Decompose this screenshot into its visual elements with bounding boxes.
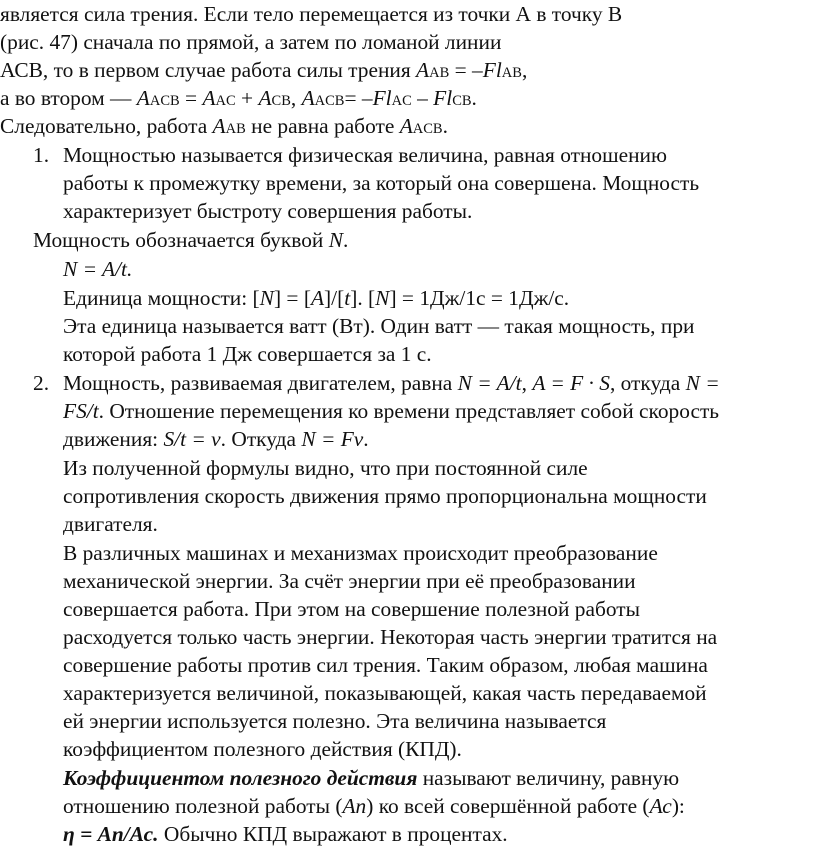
- text-line: характеризует быстроту совершения работы.: [63, 199, 473, 223]
- text-line: Из полученной формулы видно, что при постоянной силе: [63, 456, 588, 480]
- formula-line: N = A/t.: [63, 257, 133, 281]
- text-line: FS/t. Отношение перемещения ко времени представляет собой скорость: [63, 399, 720, 423]
- text-line: характеризуется величиной, показывающей, какая часть передаваемой: [63, 681, 707, 705]
- text-line: является сила трения. Если тело перемещается из точки А в точку В: [0, 2, 623, 26]
- text-line: сопротивления скорость движения прямо пропорциональна мощности: [63, 484, 707, 508]
- list-number: 2.: [33, 371, 50, 395]
- text-line: а во втором — AACB = AAC + ACB, AACB= –FlAC – FlCB.: [0, 86, 477, 110]
- text-line: двигателя.: [63, 512, 158, 536]
- text-line: Коэффициентом полезного действия называют величину, равную: [63, 766, 680, 790]
- text-line: Следовательно, работа AAB не равна работе AACB.: [0, 114, 448, 138]
- text-line: механической энергии. За счёт энергии при её преобразовании: [63, 569, 636, 593]
- text-line: (рис. 47) сначала по прямой, а затем по ломаной линии: [0, 30, 502, 54]
- text-line: Мощность, развиваемая двигателем, равна N = A/t, A = F · S, откуда N =: [63, 371, 720, 395]
- text-line: отношению полезной работы (Ап) ко всей совершённой работе (Ас):: [63, 794, 685, 818]
- definition-term: Коэффициентом полезного действия: [63, 766, 418, 790]
- text-line: Мощностью называется физическая величина, равная отношению: [63, 143, 667, 167]
- text-line: движения: S/t = v. Откуда N = Fv.: [63, 427, 369, 451]
- text-line: которой работа 1 Дж совершается за 1 с.: [63, 342, 432, 366]
- text-line: Единица мощности: [N] = [A]/[t]. [N] = 1Дж/1с = 1Дж/с.: [63, 286, 570, 310]
- text-line: Мощность обозначается буквой N.: [33, 228, 349, 252]
- text-line: ей энергии используется полезно. Эта величина называется: [63, 709, 607, 733]
- text-line: η = Ап/Ас. Обычно КПД выражают в процентах.: [63, 822, 508, 846]
- text-line: расходуется только часть энергии. Некоторая часть энергии тратится на: [63, 625, 718, 649]
- text-line: совершение работы против сил трения. Таким образом, любая машина: [63, 653, 708, 677]
- text-line: коэффициентом полезного действия (КПД).: [63, 737, 462, 761]
- text-line: АСВ, то в первом случае работа силы трения AAB = –FlAB,: [0, 58, 528, 82]
- efficiency-formula: η = Ап/Ас.: [63, 822, 159, 846]
- text-line: В различных машинах и механизмах происходит преобразование: [63, 541, 658, 565]
- text-line: совершается работа. При этом на совершение полезной работы: [63, 597, 640, 621]
- list-number: 1.: [33, 143, 50, 167]
- text-line: работы к промежутку времени, за который она совершена. Мощность: [63, 171, 700, 195]
- text-line: Эта единица называется ватт (Вт). Один ватт — такая мощность, при: [63, 314, 695, 338]
